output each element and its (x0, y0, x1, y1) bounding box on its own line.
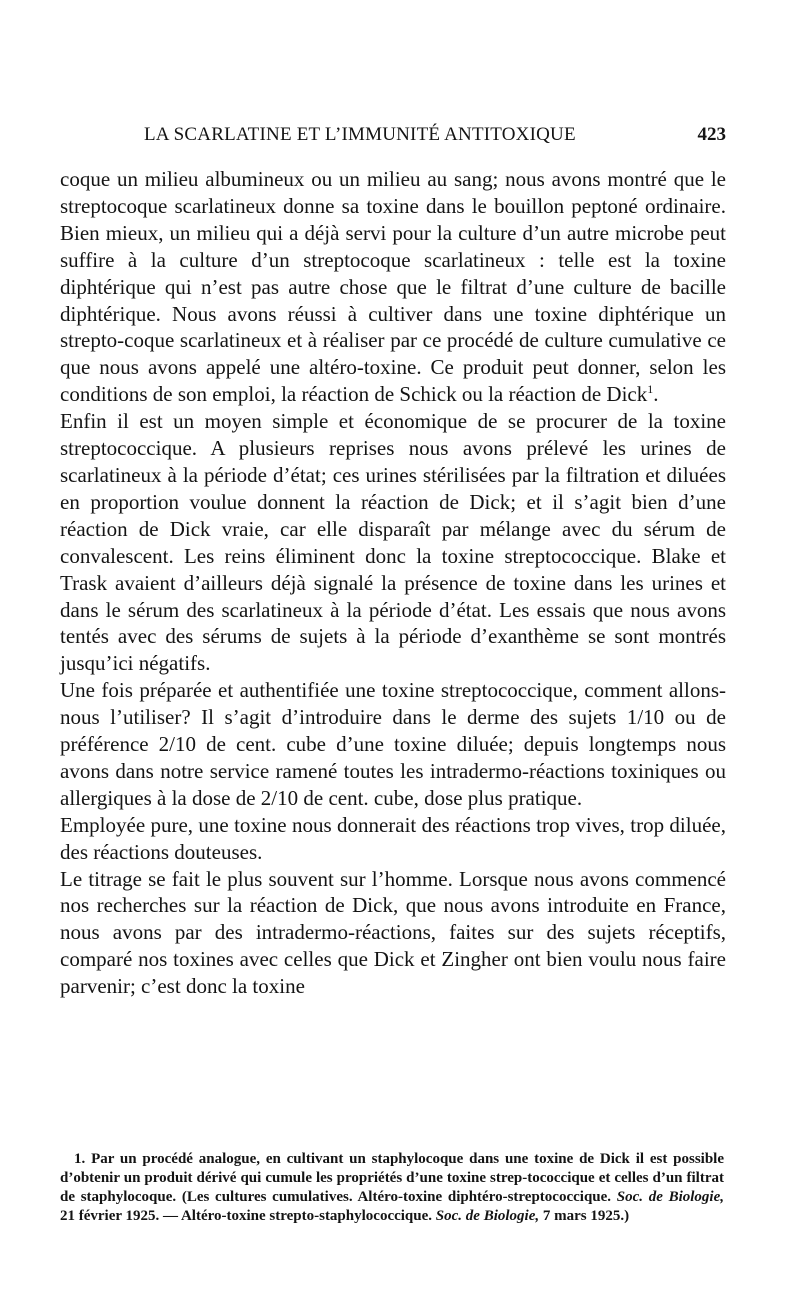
paragraph-1-text: coque un milieu albumineux ou un milieu au sang; nous avons montré que le streptocoque scarlatineux donne sa toxine dans le bouillon peptoné ordinaire. Bien mieux, un milieu qui a déjà servi pour la culture d’un autre microbe peut suffire à la culture d’un streptocoque scarlatineux : telle est la toxine diphtérique qui n’est pas autre chose que le filtrat d’une culture de bacille diphtérique. Nous avons réussi à cultiver dans une toxine diphtérique un strepto-coque scarlatineux et à réaliser par ce procédé de culture cumulative ce que nous avons appelé une altéro-toxine. Ce produit peut donner, selon les conditions de son emploi, la réaction de Schick ou la réaction de Dick (60, 167, 726, 407)
running-header (60, 124, 726, 150)
paragraph-3: Une fois préparée et authentifiée une toxine streptococcique, comment allons-nous l’utiliser? Il s’agit d’introduire dans le derme des sujets 1/10 ou de préférence 2/10 de cent. cube d’une toxine diluée; depuis longtemps nous avons dans notre service ramené toutes les intradermo-réactions toxiniques ou allergiques à la dose de 2/10 de cent. cube, dose plus pratique. (60, 678, 726, 810)
paragraph-5: Le titrage se fait le plus souvent sur l’homme. Lorsque nous avons commencé nos recherches sur la réaction de Dick, que nous avons introduite en France, nous avons par des intradermo-réactions, faites sur des sujets réceptifs, comparé nos toxines avec celles que Dick et Zingher ont bien voulu nous faire parvenir; c’est donc la toxine (60, 866, 726, 999)
footnote-journal-2: Soc. de Biologie, (435, 1208, 540, 1224)
paragraph-1 (60, 166, 726, 408)
paragraph-2: Enfin il est un moyen simple et économique de se procurer de la toxine streptococcique. A plusieurs reprises nous avons prélevé les urines de scarlatineux à la période d’état; ces urines stérilisées par la filtration et diluées en proportion voulue donnent la réaction de Dick; et il s’agit bien d’une réaction de Dick vraie, car elle disparaît par mélange avec du sérum de convalescent. Les reins éliminent donc la toxine streptococcique. Blake et Trask avaient d’ailleurs déjà signalé la présence de toxine dans les urines et dans le sérum des scarlatineux à la période d’état. Les essais que nous avons tentés avec des sérums de sujets à la période d’exanthème se sont montrés jusqu’ici négatifs. (60, 409, 726, 676)
footnote-text-c: 7 mars 1925.) (542, 1208, 630, 1224)
footnote (60, 1150, 724, 1226)
footnote-journal-1: Soc. de Biologie, (616, 1189, 725, 1205)
footnote-reference: 1 (647, 382, 654, 397)
body-text (60, 166, 726, 1000)
paragraph-1-end: . (653, 382, 659, 407)
page-number: 423 (697, 124, 726, 145)
footnote-number: 1. (74, 1151, 86, 1167)
paragraph-4: Employée pure, une toxine nous donnerait des réactions trop vives, trop diluée, des réactions douteuses. (60, 812, 726, 864)
footnote-text-b: 21 février 1925. — Altéro-toxine strepto-staphylococcique. (60, 1208, 433, 1224)
running-title: LA SCARLATINE ET L’IMMUNITÉ ANTITOXIQUE (144, 124, 576, 145)
footnote-text-a: Par un procédé analogue, en cultivant un staphylocoque dans une toxine de Dick il est possible d’obtenir un produit dérivé qui cumule les propriétés d’une toxine strep-tococcique et celles d’un filtrat de staphylocoque. (Les cultures cumulatives. Altéro-toxine diphtéro-streptococcique. (60, 1151, 724, 1205)
